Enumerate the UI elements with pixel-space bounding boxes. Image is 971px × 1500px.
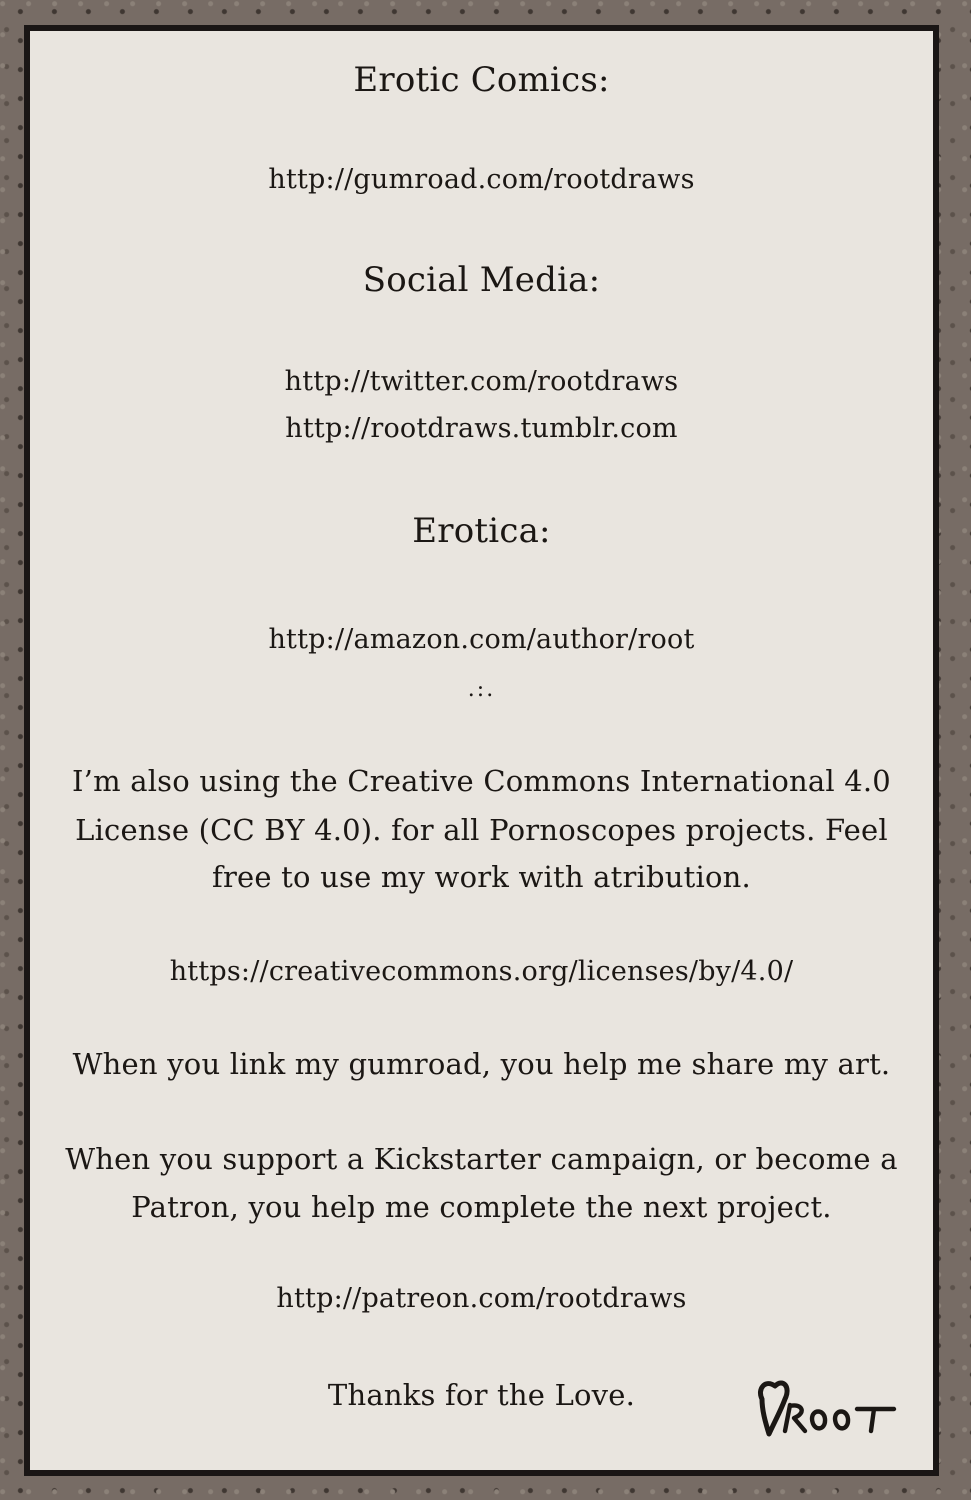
amazon-link[interactable]: http://amazon.com/author/root [268,624,695,655]
license-text-line-3: free to use my work with atribution. [212,860,751,894]
support-text-line-1: When you support a Kickstarter campaign, or become a [65,1142,898,1176]
thanks-text: Thanks for the Love. [327,1378,636,1412]
erotica-heading: Erotica: [412,511,551,551]
signature-logo [748,1374,903,1446]
tumblr-link[interactable]: http://rootdraws.tumblr.com [285,413,678,444]
signature-root-lettering [785,1405,894,1431]
heart-icon [760,1383,787,1434]
document-page [24,25,939,1476]
erotic-comics-heading: Erotic Comics: [353,60,610,100]
patreon-link[interactable]: http://patreon.com/rootdraws [276,1283,687,1314]
separator-dots: .:. [467,677,496,702]
creative-commons-link[interactable]: https://creativecommons.org/licenses/by/4.0/ [169,956,794,987]
license-text-line-1: I’m also using the Creative Commons International 4.0 [72,764,891,798]
gumroad-link[interactable]: http://gumroad.com/rootdraws [268,164,695,195]
license-text-line-2: License (CC BY 4.0). for all Pornoscopes projects. Feel [75,813,888,847]
support-text-line-2: Patron, you help me complete the next project. [131,1190,832,1224]
gumroad-share-text: When you link my gumroad, you help me share my art. [72,1047,891,1081]
twitter-link[interactable]: http://twitter.com/rootdraws [284,366,679,397]
social-media-heading: Social Media: [362,260,601,300]
